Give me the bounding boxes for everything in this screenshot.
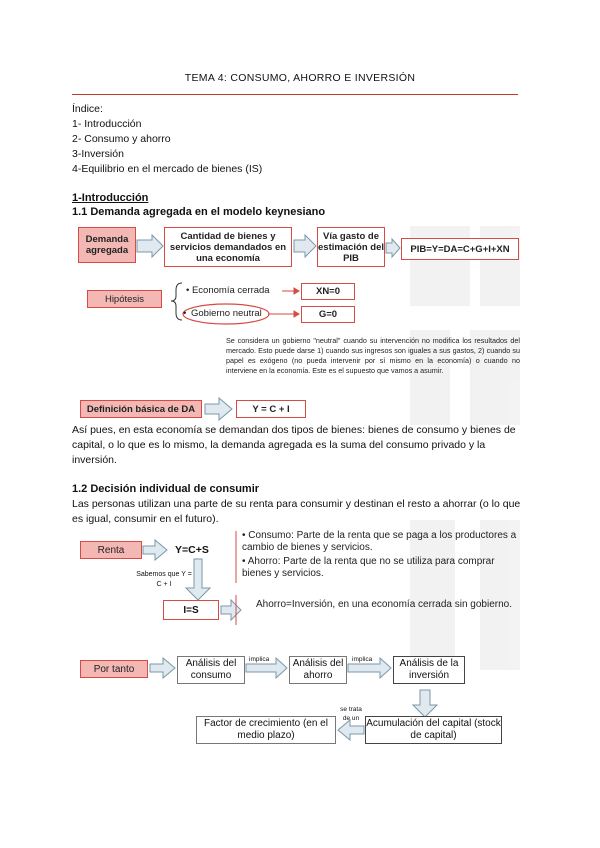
label-sabemos: Sabemos que Y = C + I bbox=[136, 571, 192, 588]
index-item: 4-Equilibrio en el mercado de bienes (IS) bbox=[72, 163, 263, 175]
index-item: 1- Introducción bbox=[72, 118, 142, 130]
box-g: G=0 bbox=[301, 306, 355, 323]
hipotesis-economia: • Economía cerrada bbox=[186, 285, 270, 296]
label-implica: implica bbox=[249, 656, 270, 663]
box-definicion: Definición básica de DA bbox=[80, 400, 202, 418]
page-title: TEMA 4: CONSUMO, AHORRO E INVERSIÓN bbox=[184, 72, 416, 84]
section2-paragraph: Las personas utilizan una parte de su renta para consumir y destinan el resto a ahorrar (o lo que es igual, consumir en el futuro). bbox=[72, 498, 521, 525]
box-renta: Renta bbox=[80, 541, 142, 559]
bullet-dot: • bbox=[183, 308, 187, 319]
box-acumulacion: Acumulación del capital (stock de capital) bbox=[365, 716, 502, 744]
box-yci: Y = C + I bbox=[236, 400, 306, 418]
gobierno-note: Se considera un gobierno "neutral" cuando su intervención no modifica los resultados del mercado. Esto puede darse 1) cuando sus ingresos son iguales a sus gastos, 2) cuando su papel es exógeno (no pueda intervenir por sí mismo en la economía) o cuando no interviene en la economía. Este es el supuesto que vamos a asumir. bbox=[226, 336, 520, 375]
box-cantidad: Cantidad de bienes y servicios demandados en una economía bbox=[164, 227, 292, 267]
box-demanda: Demanda agregada bbox=[78, 227, 136, 263]
box-via: Vía gasto de estimación del PIB bbox=[317, 227, 385, 267]
box-por-tanto: Por tanto bbox=[80, 660, 148, 678]
box-analisis-consumo: Análisis del consumo bbox=[177, 656, 245, 684]
title-rule bbox=[72, 94, 518, 95]
index-heading: Índice: bbox=[72, 103, 103, 115]
box-hipotesis: Hipótesis bbox=[87, 290, 162, 308]
label-implica: implica bbox=[352, 656, 373, 663]
index-item: 2- Consumo y ahorro bbox=[72, 133, 171, 145]
box-factor: Factor de crecimiento (en el medio plazo) bbox=[196, 716, 336, 744]
box-xn: XN=0 bbox=[301, 283, 355, 300]
section1-paragraph: Así pues, en esta economía se demandan dos tipos de bienes: bienes de consumo y bienes de capital, o lo que es lo mismo, la demanda agregada es la suma del consumo privado y la inversión. bbox=[72, 424, 516, 466]
label-se-trata: se trata de un bbox=[340, 706, 362, 722]
def-consumo: • Consumo: Parte de la renta que se paga a los productores a cambio de bienes y servicios. bbox=[242, 530, 517, 553]
brace bbox=[171, 283, 182, 320]
box-analisis-ahorro: Análisis del ahorro bbox=[289, 656, 347, 684]
def-ahorro: • Ahorro: Parte de la renta que no se utiliza para comprar bienes y servicios. bbox=[242, 556, 495, 579]
red-arrows bbox=[268, 288, 299, 317]
box-analisis-inversion: Análisis de la inversión bbox=[393, 656, 465, 684]
section-subtitle: 1.2 Decisión individual de consumir bbox=[72, 483, 260, 495]
box-pib: PIB=Y=DA=C+G+I+XN bbox=[401, 238, 519, 260]
box-is: I=S bbox=[163, 600, 219, 620]
text-ahorro-inversion: Ahorro=Inversión, en una economía cerrada sin gobierno. bbox=[256, 599, 512, 610]
section-title: 1-Introducción bbox=[72, 192, 149, 204]
index-item: 3-Inversión bbox=[72, 148, 124, 160]
hipotesis-gobierno: Gobierno neutral bbox=[191, 308, 262, 319]
label-ycs: Y=C+S bbox=[175, 544, 209, 556]
section-subtitle: 1.1 Demanda agregada en el modelo keynesiano bbox=[72, 206, 326, 218]
